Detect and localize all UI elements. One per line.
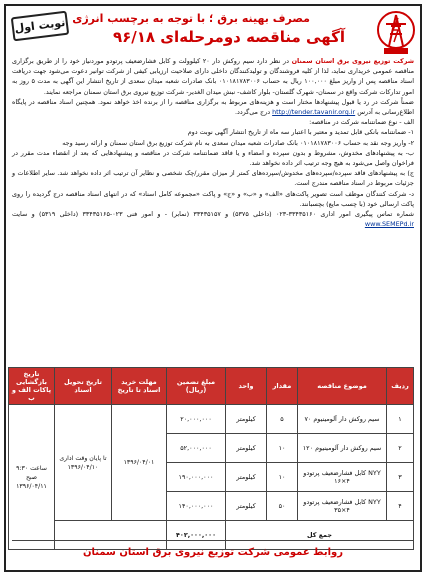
- col-header-subject: موضوع مناقصه: [298, 368, 387, 405]
- col-header-opening: تاریخ بازگشایی پاکات الف و ب: [9, 368, 55, 405]
- notice-round-badge: نوبت اول: [11, 11, 70, 42]
- row-unit: کیلومتر: [226, 434, 267, 463]
- publication-text: ضمناً شرکت در رد یا قبول پیشنهادها مختار است و هزینه‌های مربوط به برگزاری مناقصه را از برنده اخذ خواهد نمود. همچنین اسناد مناقصه در پایگاه اطلاع‌رسانی به آدرس: [12, 97, 414, 117]
- col-header-deadline: مهلت خرید اسناد تا تاریخ: [112, 368, 167, 405]
- delivery-cell: تا پایان وقت اداری ۱۳۹۶/۰۴/۱۰: [55, 405, 112, 521]
- total-value: ۴۰۲,۰۰۰,۰۰۰: [167, 521, 226, 550]
- row-amount: ۲۰,۰۰۰,۰۰۰: [167, 405, 226, 434]
- row-subject: NYY کابل فشارضعیف پرتودو ۴×۳۵: [298, 492, 387, 521]
- row-unit: کیلومتر: [226, 463, 267, 492]
- contact-paragraph: [12, 209, 414, 229]
- row-subject: سیم روکش دار آلومینیوم ۱۲۰: [298, 434, 387, 463]
- footer-signature: روابط عمومی شرکت توزیع نیروی برق استان سمنان: [12, 540, 414, 565]
- tender-table: [8, 367, 414, 550]
- tender-site-link[interactable]: http://tender.tavanir.org.ir: [272, 108, 356, 117]
- notice-body: [12, 56, 414, 229]
- clause-d: د- شرکت کنندگان موظف است تصویر پاکت‌های «الف» و «ب» و «ج» و پاکت «مجموعه کامل اسناد» که در انتهای اسناد مناقصه درج گردیده را روی پاکت ارسالی خود (با چسب مایع) بچسبانند.: [12, 189, 414, 208]
- publication-paragraph: [12, 97, 414, 117]
- col-header-qty: مقدار: [267, 368, 298, 405]
- row-qty: ۱۰: [267, 463, 298, 492]
- tender-notice: [4, 4, 422, 572]
- company-site-link[interactable]: www.SEMEPd.ir: [364, 220, 414, 229]
- row-qty: ۵۰: [267, 492, 298, 521]
- intro-paragraph: [12, 56, 414, 97]
- clause-c: ج) به پیشنهادهای فاقد سپرده/سپرده‌های مخدوش/سپرده‌های کمتر از میزان مقرر/چک شخصی و نظایر آن ترتیب اثر داده نخواهد شد. سایر اطلاعات و جزئیات مربوط در اسناد مناقصه مندرج است.: [12, 169, 414, 188]
- col-header-delivery: تاریخ تحویل اسناد: [55, 368, 112, 405]
- company-name: شرکت توزیع نیروی برق استان سمنان: [291, 57, 414, 65]
- total-label: جمع کل: [226, 521, 414, 550]
- col-header-unit: واحد: [226, 368, 267, 405]
- energy-slogan: مصرف بهینه برق ؛ با توجه به برچسب انرژی: [72, 12, 310, 25]
- contact-phones: شماره تماس پیگیری امور اداری ۳۳۴۳۵۱۶۰-۰۲۳ (داخلی ۵۳۷۵) و ۳۳۴۳۵۱۵۷ (نمابر) - و امور فنی ۰۲۳-۳۳۴۳۵۱۶۵ (داخلی ۵۳۱۹) و سایت: [12, 210, 414, 219]
- guarantee-heading: الف - نوع ضمانتنامه شرکت در مناقصه:: [309, 118, 414, 127]
- row-subject: NYY کابل فشارضعیف پرتودو ۴×۱۶: [298, 463, 387, 492]
- guarantee-item-2: ۲- واریز وجه نقد به حساب ۰۱۰۱۸۱۷۸۳۰۰۶ بانک صادرات شعبه میدان سعدی به نام شرکت توزیع برق استان سمنان و ارائه رسید وجه: [62, 138, 414, 147]
- row-no: ۴: [387, 492, 414, 521]
- row-unit: کیلومتر: [226, 492, 267, 521]
- table-row: [9, 405, 414, 434]
- row-amount: ۱۹۰,۰۰۰,۰۰۰: [167, 463, 226, 492]
- opening-cell: ساعت ۹:۳۰ صبح ۱۳۹۶/۰۴/۱۱: [9, 405, 55, 550]
- row-unit: کیلومتر: [226, 405, 267, 434]
- row-no: ۱: [387, 405, 414, 434]
- row-amount: ۵۲,۰۰۰,۰۰۰: [167, 434, 226, 463]
- intro-text: در نظر دارد سیم روکش دار ۲۰ کیلوولت و کابل فشارضعیف پرتودو موردنیاز خود را از طریق برگزاری مناقصه عمومی خریداری نماید، لذا از کلیه فروشندگان و تولیدکنندگان داخلی دارای صلاحیت ارزیابی کیفی از شرکت توانیر دعوت می‌شود جهت دریافت اسناد مناقصه پس از واریز مبلغ ۱۰۰,۰۰۰ ریال به حساب ۰۱۰۱۸۱۷۸۳۰۰۶ بانک صادرات شعبه میدان سعدی از تاریخ انتشار این آگهی به مدت ۵ روز به امور تدارکات شرکت واقع در سمنان- شهرک گلستان- بلوار کاشف- نبش میدان الغدیر- شرکت توزیع نیروی برق استان سمنان مراجعه نمایند.: [12, 57, 415, 96]
- guarantee-item-1: ۱- ضمانتنامه بانکی قابل تمدید و معتبر با اعتبار سه ماه از تاریخ انتشار آگهی نوبت دوم: [187, 128, 414, 137]
- row-qty: ۱۰: [267, 434, 298, 463]
- table-header-row: [9, 368, 414, 405]
- row-no: ۲: [387, 434, 414, 463]
- deadline-cell: ۱۳۹۶/۰۴/۰۱: [112, 405, 167, 521]
- row-subject: سیم روکش دار آلومینیوم ۷۰: [298, 405, 387, 434]
- clause-b: ب- به پیشنهادهای مخدوش، مشروط و بدون سپرده و امضاء و یا فاقد ضمانتنامه شرکت در مناقصه و پیشنهادهایی که بعد از انقضاء مدت مقرر در فراخوان واصل می‌شود به هیچ وجه ترتیب اثر داده نخواهد شد.: [12, 148, 414, 168]
- col-header-no: ردیف: [387, 368, 414, 405]
- power-tower-logo: [376, 10, 416, 56]
- row-no: ۳: [387, 463, 414, 492]
- publication-text-end: درج می‌گردد.: [234, 108, 271, 117]
- row-amount: ۱۴۰,۰۰۰,۰۰۰: [167, 492, 226, 521]
- page-title: آگهی مناقصه دومرحله‌ای ۹۶/۱۸: [112, 28, 345, 46]
- row-qty: ۵: [267, 405, 298, 434]
- col-header-amount: مبلغ تضمین (ریال): [167, 368, 226, 405]
